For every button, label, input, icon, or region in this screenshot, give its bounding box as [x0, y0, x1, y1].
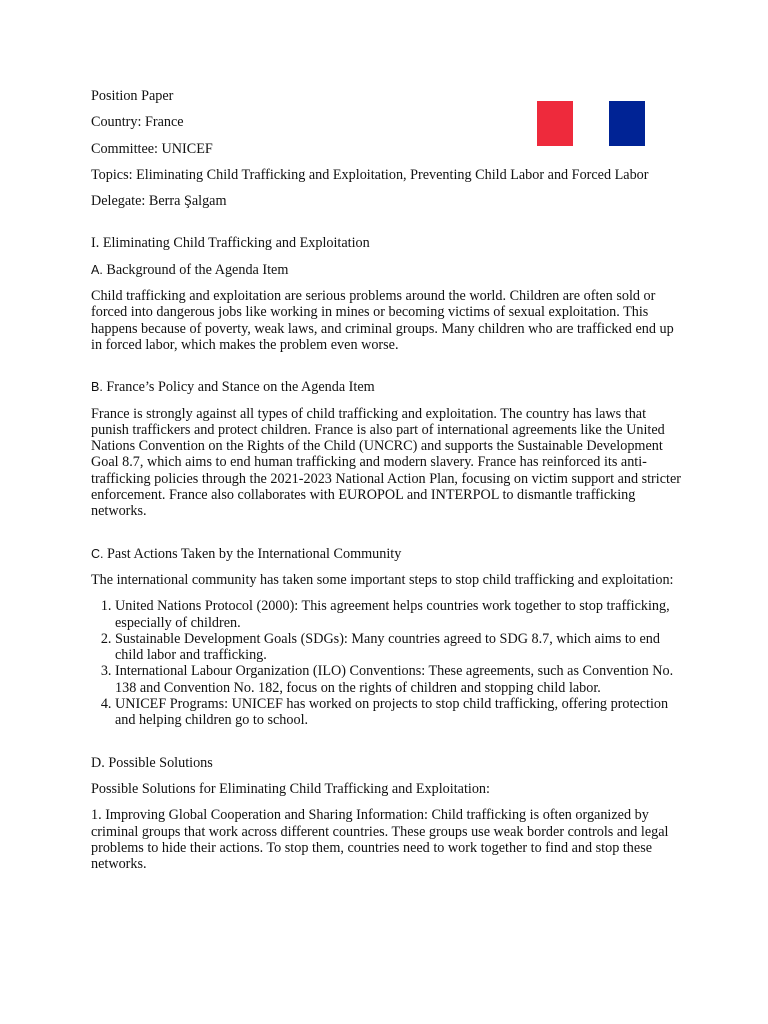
list-item: 2. Sustainable Development Goals (SDGs): Many countries agreed to SDG 8.7, which aims to end child labor and trafficking. [115, 631, 681, 664]
section-a-title: Background of the Agenda Item [106, 261, 289, 278]
section-c-marker: C. [91, 546, 104, 561]
section-a-heading [91, 262, 681, 278]
section-d-intro: Possible Solutions for Eliminating Child Trafficking and Exploitation: [91, 780, 490, 797]
spacer [91, 219, 681, 235]
solution-1: 1. Improving Global Cooperation and Sharing Information: Child trafficking is often organized by criminal groups that work across different countries. These groups use weak border controls and legal problems to hide their actions. To stop them, countries need to work together to find and stop these networks. [91, 807, 669, 873]
section-b-body: France is strongly against all types of child trafficking and exploitation. The country has laws that punish traffickers and protect children. France is also part of international agreements like the United Nations Convention on the Rights of the Child (UNCRC) and supports the Sustainable Development Goal 8.7, which aims to end human trafficking and modern slavery. France has reinforced its anti-trafficking policies through the 2021-2023 National Action Plan, focusing on victim support and stricter enforcement. France also collaborates with EUROPOL and INTERPOL to dismantle trafficking networks. [91, 405, 681, 520]
section-a-marker: A. [91, 262, 103, 277]
country-line: Country: France [91, 114, 184, 131]
document-body [91, 88, 681, 882]
section-b-marker: B. [91, 380, 103, 395]
list-item: 4. UNICEF Programs: UNICEF has worked on projects to stop child trafficking, offering protection and helping children go to school. [115, 696, 681, 729]
list-item: 1. United Nations Protocol (2000): This agreement helps countries work together to stop trafficking, especially of children. [115, 598, 681, 631]
committee-line: Committee: UNICEF [91, 140, 213, 157]
section-b-title: France’s Policy and Stance on the Agenda Item [106, 379, 375, 396]
topics-line: Topics: Eliminating Child Trafficking and Exploitation, Preventing Child Labor and Forced Labor [91, 166, 649, 183]
spacer [91, 363, 681, 379]
past-actions-list [91, 598, 681, 728]
section-d-title: D. Possible Solutions [91, 754, 213, 771]
section-c-title: Past Actions Taken by the International Community [107, 545, 402, 562]
section-c-heading [91, 546, 681, 562]
spacer [91, 739, 681, 755]
section-c-intro: The international community has taken some important steps to stop child trafficking and exploitation: [91, 571, 674, 588]
spacer [91, 530, 681, 546]
section-b-heading [91, 379, 681, 395]
list-item: 3. International Labour Organization (ILO) Conventions: These agreements, such as Convention No. 138 and Convention No. 182, focus on the rights of children and stopping child labor. [115, 663, 681, 696]
delegate-line: Delegate: Berra Şalgam [91, 193, 227, 210]
section-a-body: Child trafficking and exploitation are serious problems around the world. Children are often sold or forced into dangerous jobs like working in mines or becoming victims of sexual exploitation. This happens because of poverty, weak laws, and criminal groups. Many children who are trafficked end up in forced labor, which makes the problem even worse. [91, 288, 674, 353]
doc-type: Position Paper [91, 88, 174, 104]
section-1-title: I. Eliminating Child Trafficking and Exploitation [91, 235, 370, 252]
